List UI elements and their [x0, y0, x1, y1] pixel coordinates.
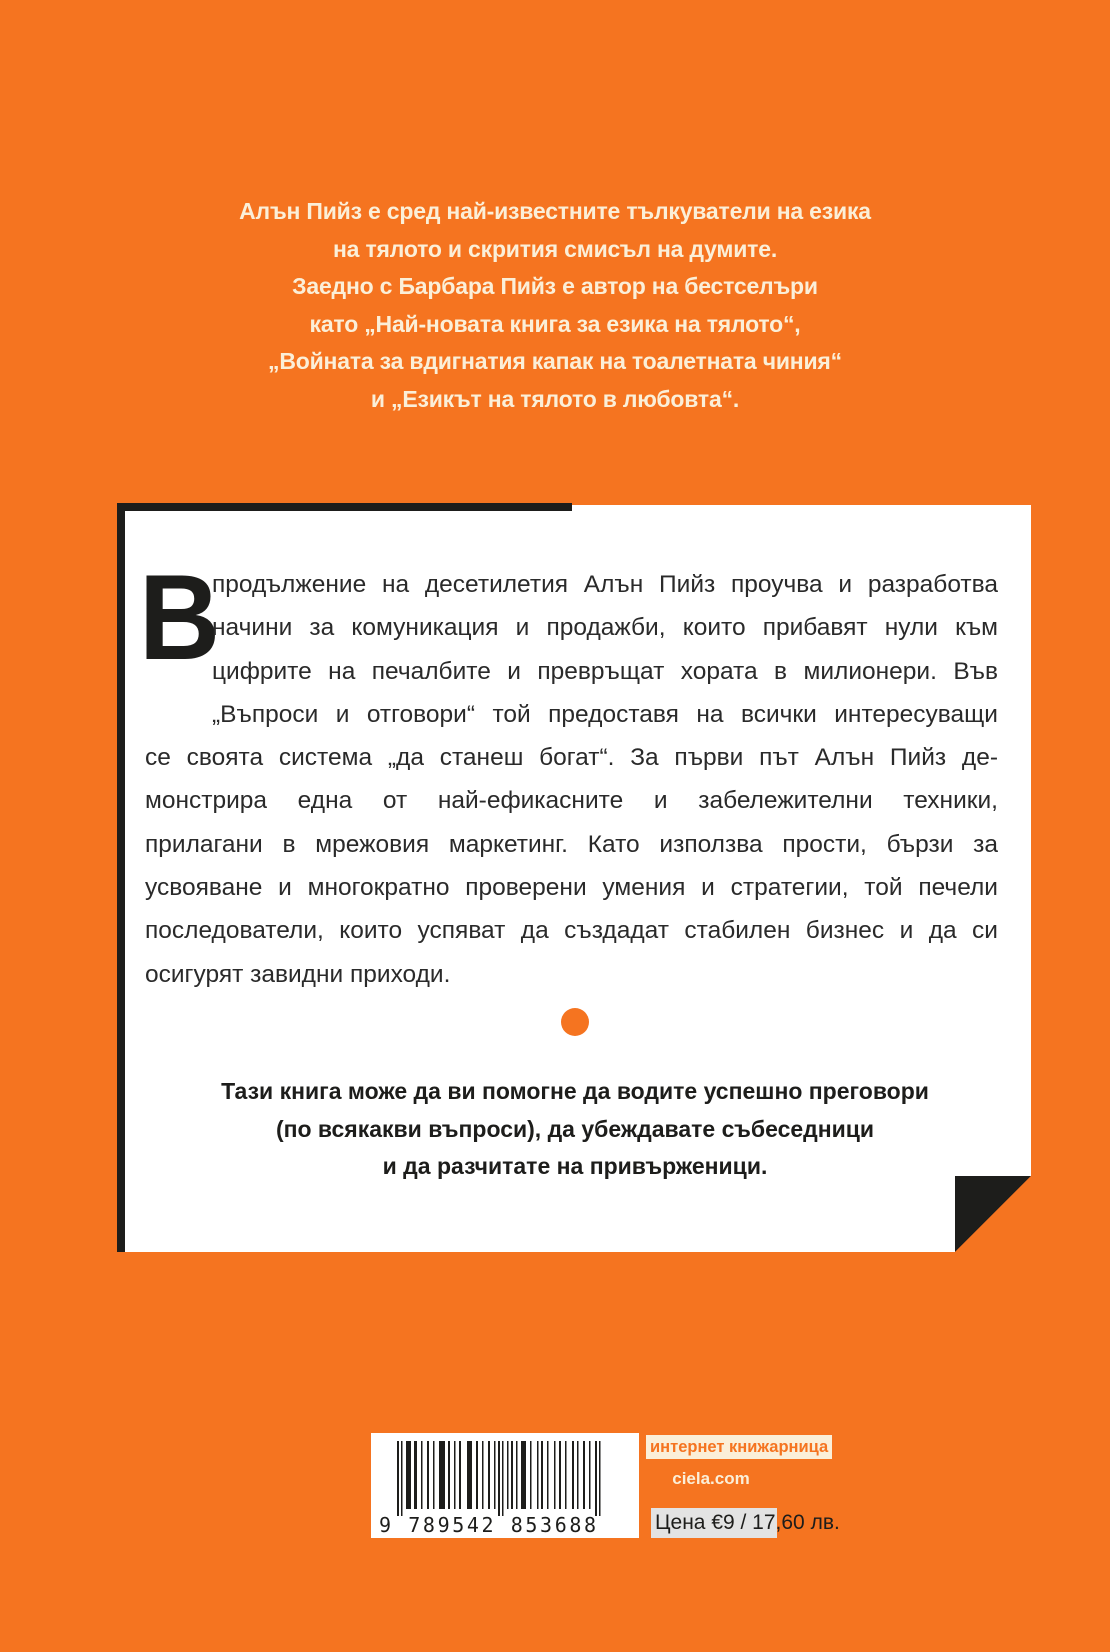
description-text [145, 563, 998, 996]
description-line: цифрите на печалбите и превръщат хората в милионери. Във [212, 657, 998, 685]
description-line: монстрира една от най-ефикасните и забележителни техники, [145, 787, 998, 815]
author-blurb-line: Заедно с Барбара Пийз е автор на бестселъри [292, 273, 818, 299]
isbn-digits: 9 789542 853688 [379, 1513, 599, 1537]
folded-corner-icon [955, 1176, 1031, 1252]
summary-line: Тази книга може да ви помогне да водите успешно преговори [221, 1078, 929, 1104]
store-tagline: интернет книжарница [646, 1435, 832, 1459]
description-line: осигурят завидни приходи. [145, 960, 451, 988]
summary-line: (по всякакви въпроси), да убеждавате събеседници [275, 1115, 875, 1142]
author-blurb-line: на тялото и скрития смисъл на думите. [332, 235, 778, 262]
author-blurb-line: „Войната за вдигнатия капак на тоалетната чиния“ [268, 348, 842, 374]
description-line: последователи, които успяват да създадат стабилен бизнес и да си [145, 917, 998, 945]
description-line: „Въпроси и отговори“ той предоставя на всички интересуващи [212, 700, 998, 728]
description-line: се своята система „да станеш богат“. За първи път Алън Пийз де- [145, 744, 998, 772]
barcode-block [371, 1433, 840, 1538]
barcode [371, 1433, 639, 1538]
panel-border-left [117, 503, 125, 1252]
author-blurb-line: като „Най-новата книга за езика на тялото“, [309, 310, 801, 337]
store-url: ciela.com [672, 1469, 750, 1488]
author-blurb [0, 193, 1110, 418]
description-line: усвояване и многократно проверени умения и стратегии, той печели [145, 874, 998, 902]
description-line: прилагани в мрежовия маркетинг. Като използва прости, бързи за [145, 830, 998, 858]
author-blurb-line: и „Езикът на тялото в любовта“. [370, 385, 740, 412]
barcode-icon [397, 1441, 607, 1516]
description-line: начини за комуникация и продажби, които прибавят нули към [212, 614, 998, 642]
summary-line: и да разчитате на привърженици. [382, 1153, 768, 1179]
drop-cap: В [139, 549, 221, 685]
orange-dot-divider [561, 1008, 589, 1036]
price-label: Цена €9 / 17,60 лв. [651, 1508, 777, 1538]
author-blurb-line: Алън Пийз е сред най-известните тълкуватели на езика [239, 198, 871, 224]
panel-border-top [117, 503, 572, 511]
summary-text [130, 1073, 1020, 1186]
description-line: продължение на десетилетия Алън Пийз проучва и разработва [212, 571, 998, 598]
